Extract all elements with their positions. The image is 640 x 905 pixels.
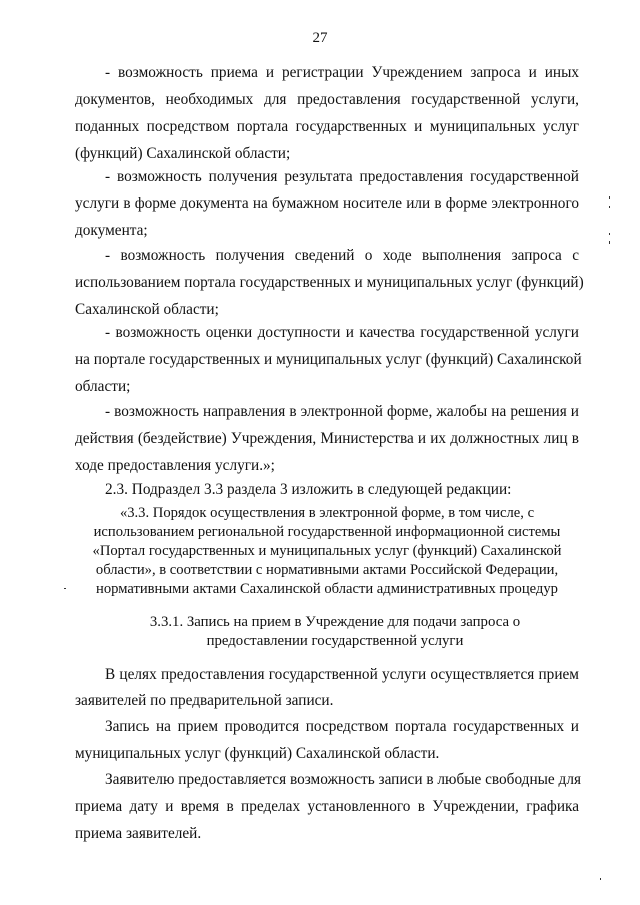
scan-speck — [609, 233, 610, 235]
paragraph-line: (функций) Сахалинской области; — [75, 145, 291, 162]
paragraph-line: на портале государственных и муниципальных услуг (функций) Сахалинской — [75, 351, 582, 368]
paragraph-line: муниципальных услуг (функций) Сахалинской области. — [75, 745, 440, 762]
paragraph-line: поданных посредством портала государственных и муниципальных услуг — [75, 118, 579, 135]
paragraph-line: - возможность направления в электронной форме, жалобы на решения и — [105, 403, 579, 420]
scan-speck — [64, 588, 66, 589]
subsection-heading: предоставлении государственной услуги — [206, 633, 464, 649]
scan-speck — [609, 241, 610, 244]
scan-speck — [609, 206, 610, 208]
paragraph-line: документа; — [75, 222, 148, 239]
quoted-line: «3.3. Порядок осуществления в электронной форме, в том числе, с — [119, 505, 535, 521]
paragraph-line: - возможность оценки доступности и качества государственной услуги — [105, 324, 579, 341]
paragraph-line: документов, необходимых для предоставления государственной услуги, — [75, 91, 579, 108]
quoted-line: нормативными актами Сахалинской области административных процедур — [96, 581, 558, 597]
paragraph-line: ходе предоставления услуги.»; — [75, 457, 275, 474]
quoted-line: использованием региональной государственной информационной системы — [93, 524, 561, 540]
paragraph-line: Сахалинской области; — [75, 301, 219, 318]
quoted-line: области», в соответствии с нормативными актами Российской Федерации, — [95, 562, 559, 578]
paragraph-line: 2.3. Подраздел 3.3 раздела 3 изложить в следующей редакции: — [105, 481, 512, 498]
paragraph-line: услуги в форме документа на бумажном носителе или в форме электронного — [75, 195, 579, 212]
scan-speck — [600, 878, 601, 880]
paragraph-line: - возможность получения результата предоставления государственной — [105, 168, 579, 185]
paragraph-line: области; — [75, 378, 131, 395]
subsection-heading: 3.3.1. Запись на прием в Учреждение для подачи запроса о — [149, 614, 521, 630]
paragraph-line: В целях предоставления государственной услуги осуществляется прием — [105, 666, 579, 683]
page-number: 27 — [312, 30, 328, 46]
paragraph-line: Заявителю предоставляется возможность записи в любые свободные для — [105, 771, 581, 788]
paragraph-line: заявителей по предварительной записи. — [75, 692, 334, 709]
scan-speck — [609, 196, 610, 199]
quoted-line: «Портал государственных и муниципальных услуг (функций) Сахалинской — [92, 543, 562, 559]
paragraph-line: Запись на прием проводится посредством портала государственных и — [105, 718, 579, 735]
paragraph-line: приема заявителей. — [75, 825, 202, 842]
paragraph-line: - возможность получения сведений о ходе выполнения запроса с — [105, 247, 579, 264]
paragraph-line: - возможность приема и регистрации Учреждением запроса и иных — [105, 64, 579, 81]
paragraph-line: действия (бездействие) Учреждения, Министерства и их должностных лиц в — [75, 430, 579, 447]
paragraph-line: использованием портала государственных и муниципальных услуг (функций) — [75, 274, 584, 291]
paragraph-line: приема дату и время в пределах установленного в Учреждении, графика — [75, 798, 579, 815]
